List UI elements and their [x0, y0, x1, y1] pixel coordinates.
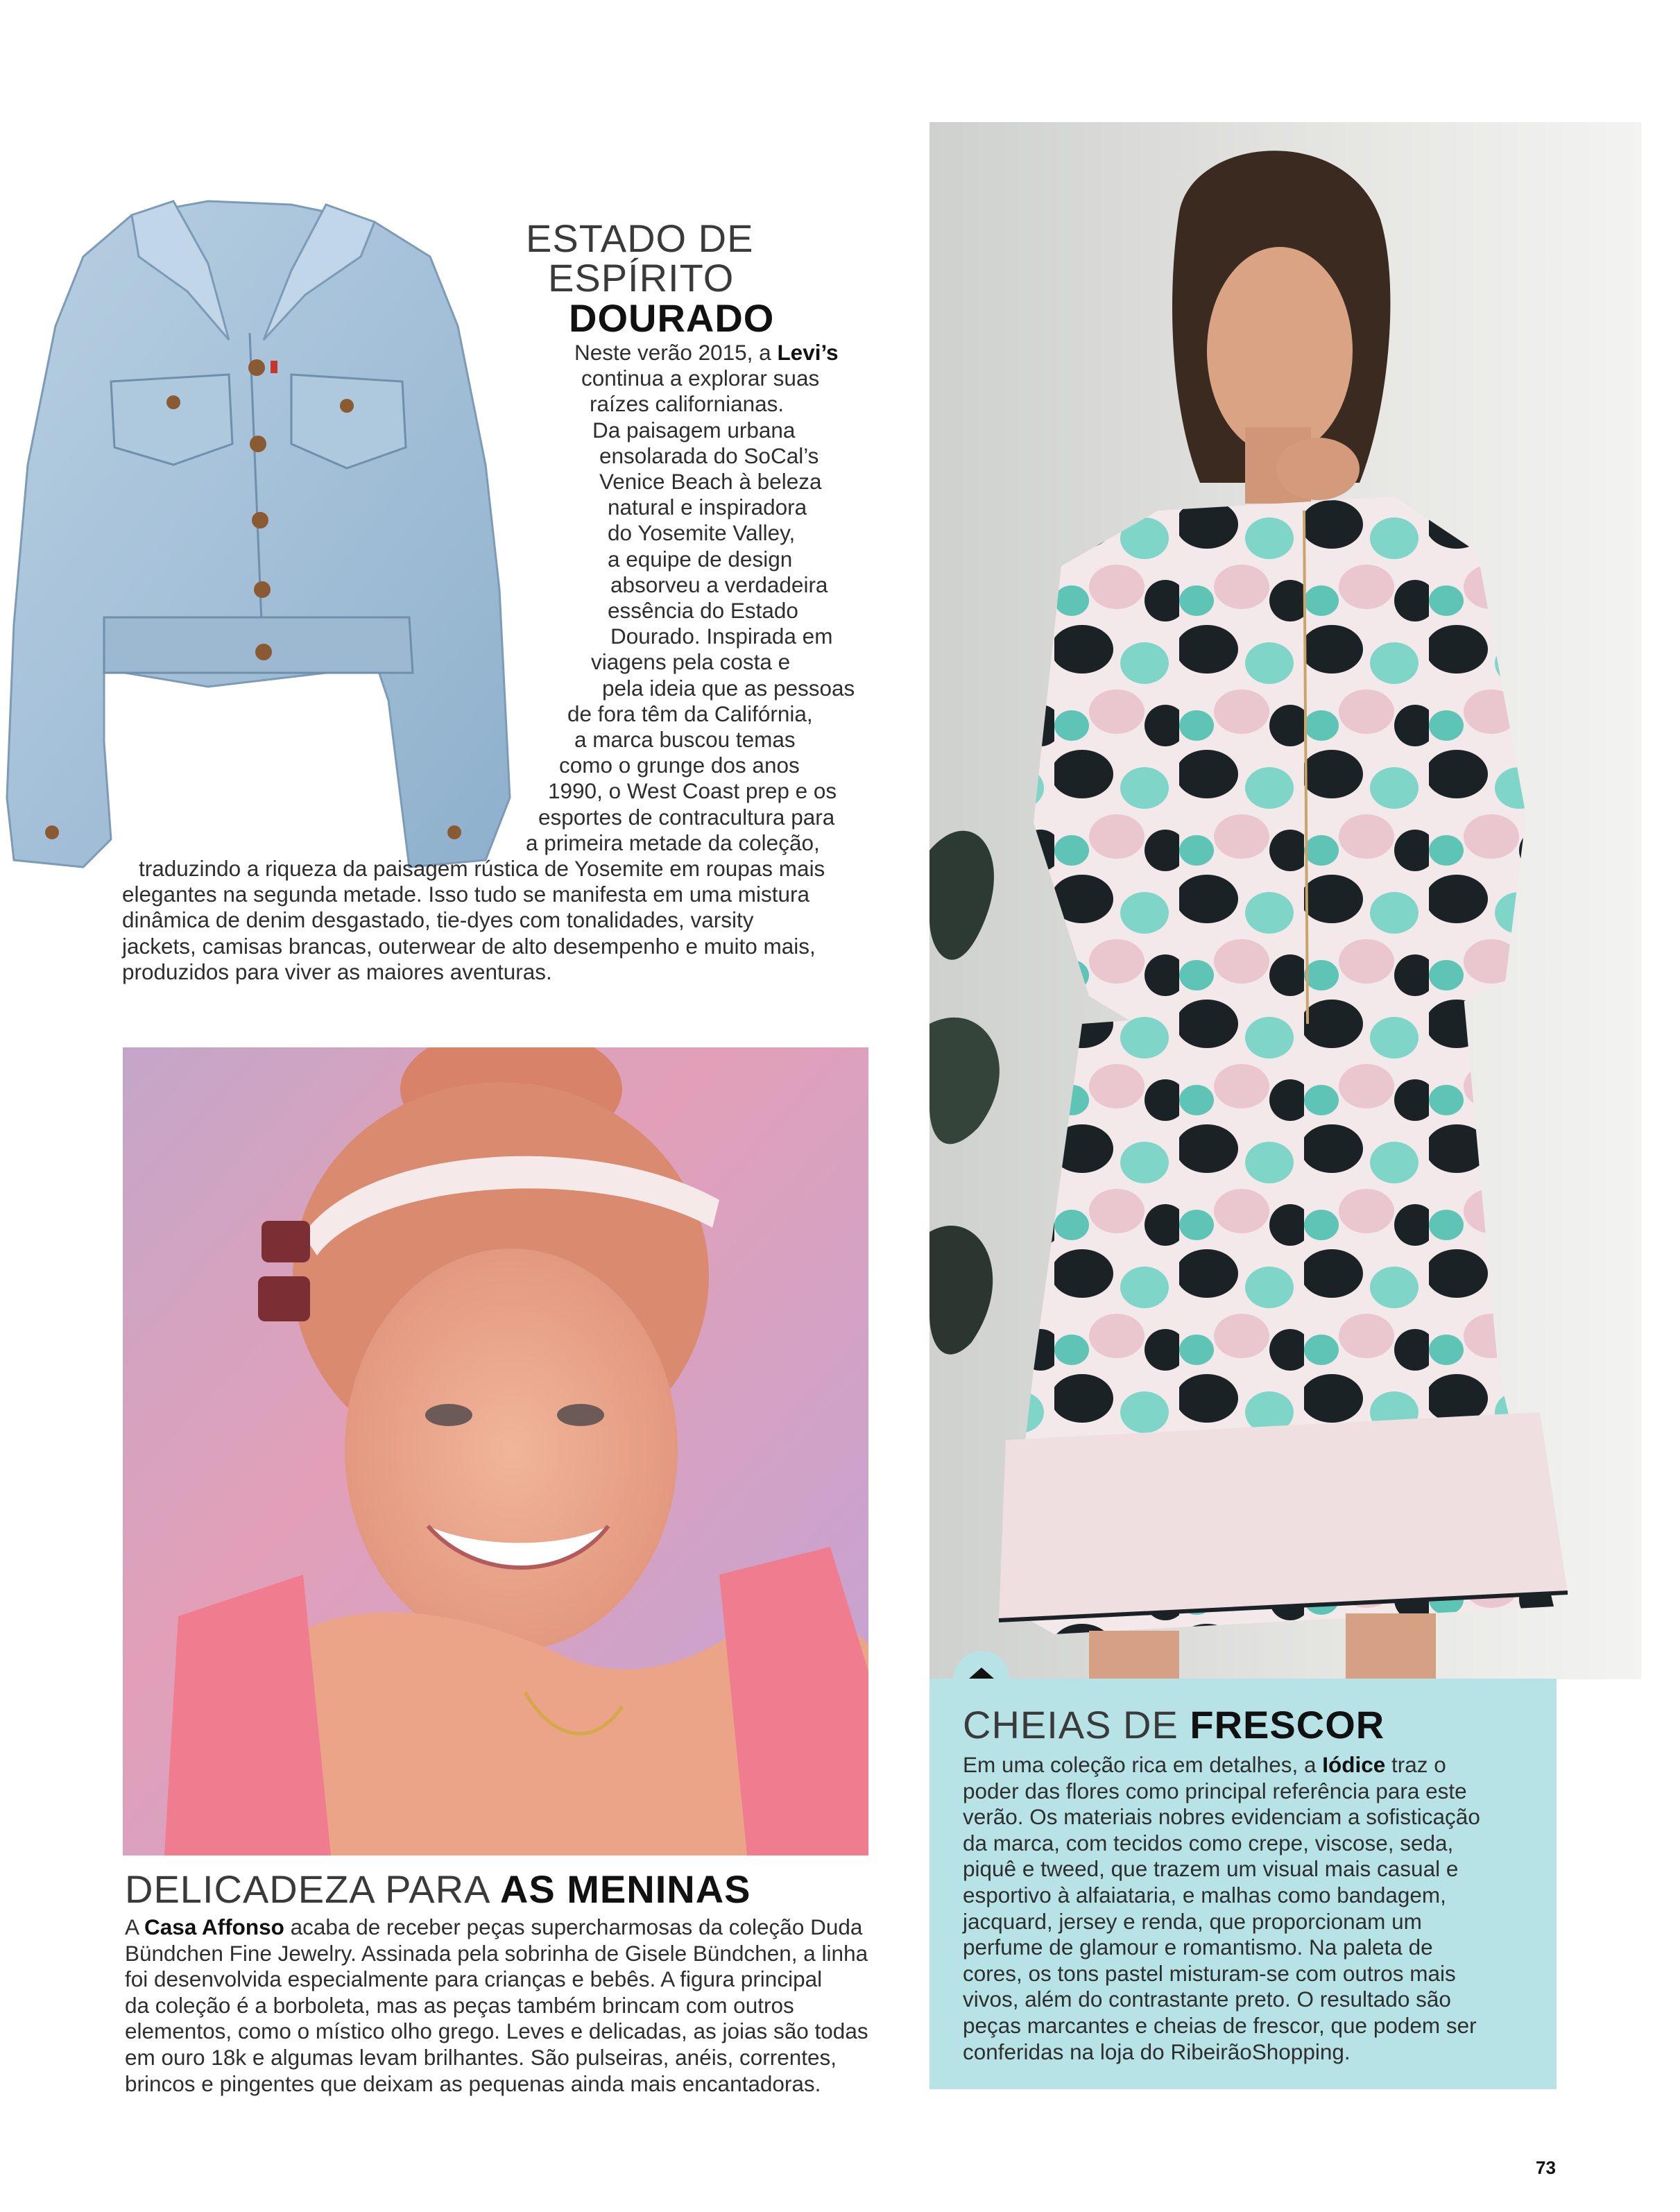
text-segment: produzidos para viver as maiores aventuras.: [122, 959, 552, 984]
text-segment: foi desenvolvida especialmente para crianças e bebês. A figura principal: [125, 1966, 823, 1992]
text-line: [526, 830, 820, 855]
text-segment: Em uma coleção rica em detalhes, a: [963, 1752, 1323, 1777]
text-line: [963, 1987, 1451, 2012]
arrow-up-icon: [954, 1651, 1009, 1706]
text-line: [548, 778, 837, 803]
text-line: [125, 1993, 794, 2018]
text-line: [581, 366, 819, 391]
text-segment: da coleção é a borboleta, mas as peças também brincam com outros: [125, 1992, 794, 2018]
text-segment: jackets, camisas brancas, outerwear de alto desempenho e muito mais,: [122, 933, 816, 959]
text-line: [122, 934, 816, 959]
text-segment: em ouro 18k e algumas levam brilhantes. São pulseiras, anéis, correntes,: [125, 2045, 837, 2070]
girl-jewelry-photo: [123, 1047, 868, 1855]
text-segment: conferidas na loja do RibeirãoShopping.: [963, 2039, 1351, 2064]
text-line: [592, 418, 795, 443]
text-line: [963, 2039, 1351, 2064]
text-segment: como o grunge dos anos: [559, 753, 800, 778]
text-segment: Venice Beach à beleza: [599, 469, 822, 494]
brand-name: Levi’s: [777, 340, 839, 365]
text-segment: a primeira metade da coleção,: [526, 830, 820, 855]
text-segment: jacquard, jersey e renda, que proporcionam um: [963, 1908, 1422, 1934]
text-segment: ensolarada do SoCal’s: [599, 443, 819, 468]
text-line: [125, 2045, 837, 2070]
meninas-headline-thin: DELICADEZA PARA: [125, 1867, 500, 1911]
text-segment: verão. Os materiais nobres evidenciam a sofisticação: [963, 1804, 1480, 1830]
text-line: [599, 469, 822, 494]
text-line: [591, 649, 790, 674]
text-segment: continua a explorar suas: [581, 366, 820, 391]
text-segment: a equipe de design: [608, 546, 793, 572]
text-segment: da marca, com tecidos como crepe, viscose, seda,: [963, 1830, 1454, 1855]
text-line: [538, 805, 834, 830]
text-line: [574, 727, 796, 752]
text-line: [963, 1883, 1446, 1907]
frescor-headline: [963, 1703, 1385, 1747]
text-segment: traduzindo a riqueza da paisagem rústica de Yosemite em roupas mais: [139, 856, 825, 881]
text-line: [574, 340, 839, 365]
levis-headline-line3: DOURADO: [569, 296, 775, 340]
levis-headline-line2: ESPÍRITO: [548, 256, 735, 300]
text-line: [602, 676, 855, 701]
text-segment: natural e inspiradora: [608, 495, 807, 520]
text-segment: viagens pela costa e: [591, 649, 791, 675]
text-segment: do Yosemite Valley,: [608, 520, 796, 546]
frescor-headline-bold: FRESCOR: [1190, 1703, 1385, 1747]
text-line: [125, 1914, 862, 1939]
text-segment: 1990, o West Coast prep e os: [548, 778, 837, 804]
text-line: [608, 495, 807, 520]
text-segment: vivos, além do contrastante preto. O resultado são: [963, 1987, 1451, 2012]
text-segment: Dourado. Inspirada em: [610, 624, 833, 649]
text-segment: a marca buscou temas: [574, 727, 796, 752]
text-segment: Neste verão 2015, a: [574, 340, 778, 365]
text-segment: acaba de receber peças supercharmosas da coleção Duda: [284, 1914, 863, 1939]
text-line: [963, 1778, 1467, 1803]
text-segment: essência do Estado: [608, 598, 798, 623]
text-segment: Da paisagem urbana: [592, 417, 796, 443]
text-segment: elementos, como o místico olho grego. Leves e delicadas, as joias são todas: [125, 2018, 868, 2044]
text-segment: piquê e tweed, que trazem um visual mais casual e: [963, 1856, 1459, 1882]
text-segment: raízes californianas.: [590, 391, 785, 417]
text-line: [610, 572, 828, 597]
meninas-headline: [125, 1867, 751, 1912]
text-line: [567, 701, 813, 726]
text-segment: traz o: [1385, 1752, 1446, 1777]
denim-jacket-image: [0, 173, 513, 881]
text-line: [963, 1831, 1453, 1855]
model-floral-outfit-photo: [929, 122, 1641, 1679]
text-line: [608, 520, 795, 545]
text-segment: A: [125, 1914, 145, 1939]
text-segment: cores, os tons pastel misturam-se com outros mais: [963, 1960, 1456, 1986]
text-line: [125, 2071, 821, 2096]
text-segment: esportivo à alfaiataria, e malhas como bandagem,: [963, 1883, 1446, 1907]
text-line: [122, 907, 754, 932]
text-segment: elegantes na segunda metade. Isso tudo se manifesta em uma mistura: [122, 882, 810, 907]
page-number: 73: [1536, 2157, 1556, 2178]
text-line: [559, 753, 800, 778]
text-line: [963, 1935, 1433, 1960]
levis-headline-line1: ESTADO DE: [526, 216, 754, 260]
text-line: [963, 1909, 1422, 1934]
text-line: [590, 391, 784, 416]
text-segment: Bündchen Fine Jewelry. Assinada pela sobrinha de Gisele Bündchen, a linha: [125, 1940, 868, 1966]
text-segment: pela ideia que as pessoas: [602, 675, 855, 701]
text-segment: peças marcantes e cheias de frescor, que podem ser: [963, 2013, 1477, 2038]
text-line: [125, 2018, 868, 2043]
text-segment: brincos e pingentes que deixam as pequenas ainda mais encantadoras.: [125, 2070, 821, 2096]
text-line: [963, 1804, 1480, 1829]
text-line: [122, 959, 552, 984]
text-segment: absorveu a verdadeira: [610, 572, 828, 597]
text-segment: dinâmica de denim desgastado, tie-dyes com tonalidades, varsity: [122, 907, 754, 933]
meninas-headline-bold: AS MENINAS: [499, 1867, 751, 1911]
text-line: [122, 882, 809, 907]
text-line: [608, 547, 792, 572]
text-line: [608, 598, 798, 623]
text-segment: perfume de glamour e romantismo. Na paleta de: [963, 1935, 1433, 1960]
text-line: [963, 1961, 1456, 1986]
text-line: [125, 1966, 822, 1991]
text-segment: de fora têm da Califórnia,: [567, 701, 813, 726]
text-line: [963, 1856, 1458, 1881]
text-line: [125, 1941, 868, 1966]
text-segment: poder das flores como principal referência para este: [963, 1778, 1467, 1803]
frescor-headline-thin: CHEIAS DE: [963, 1703, 1190, 1747]
brand-name: Iódice: [1322, 1752, 1386, 1777]
text-segment: esportes de contracultura para: [538, 804, 835, 830]
brand-name: Casa Affonso: [144, 1914, 284, 1939]
text-line: [139, 856, 825, 881]
text-line: [963, 1752, 1446, 1777]
text-line: [599, 443, 818, 468]
text-line: [963, 2013, 1477, 2038]
text-line: [610, 624, 832, 649]
